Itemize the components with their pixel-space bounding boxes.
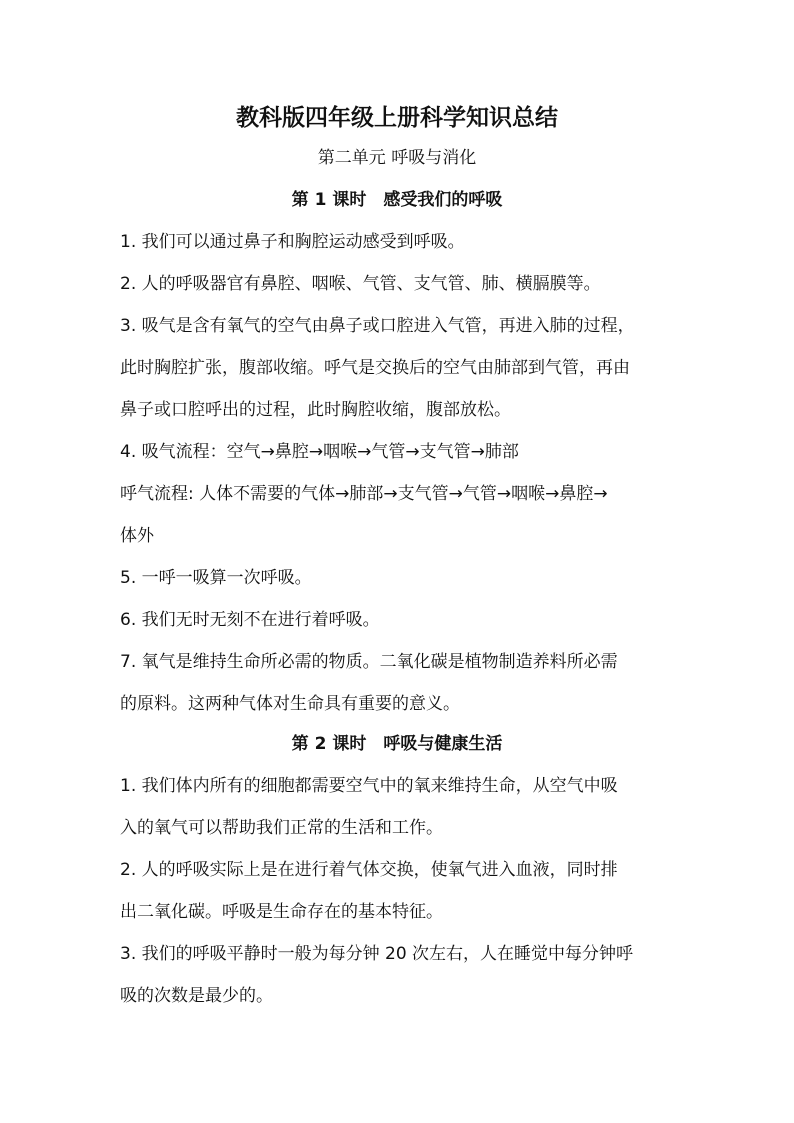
lesson-1-line: 呼气流程: 人体不需要的气体→肺部→支气管→气管→咽喉→鼻腔→ [120, 484, 608, 504]
lesson-2-line: 3. 我们的呼吸平静时一般为每分钟 20 次左右，人在睡觉中每分钟呼 [120, 944, 634, 964]
lesson-1-line: 体外 [120, 526, 154, 546]
lesson-1-line: 2. 人的呼吸器官有鼻腔、咽喉、气管、支气管、肺、横膈膜等。 [120, 274, 601, 294]
lesson-1-line: 鼻子或口腔呼出的过程，此时胸腔收缩，腹部放松。 [120, 400, 511, 420]
unit-title: 第二单元 呼吸与消化 [317, 148, 477, 168]
lesson-1-line: 7. 氧气是维持生命所必需的物质。二氧化碳是植物制造养料所必需 [120, 652, 618, 672]
lesson-2-line: 2. 人的呼吸实际上是在进行着气体交换，使氧气进入血液，同时排 [120, 860, 618, 880]
lesson-2-title: 第 2 课时 呼吸与健康生活 [291, 734, 503, 754]
lesson-1-line: 4. 吸气流程：空气→鼻腔→咽喉→气管→支气管→肺部 [120, 442, 519, 462]
lesson-1-line: 1. 我们可以通过鼻子和胸腔运动感受到呼吸。 [120, 232, 465, 252]
lesson-1-line: 5. 一呼一吸算一次呼吸。 [120, 568, 312, 588]
lesson-2-line: 1. 我们体内所有的细胞都需要空气中的氧来维持生命，从空气中吸 [120, 776, 618, 796]
lesson-1-line: 3. 吸气是含有氧气的空气由鼻子或口腔进入气管，再进入肺的过程， [120, 316, 635, 336]
lesson-1-line: 的原料。这两种气体对生命具有重要的意义。 [120, 694, 460, 714]
lesson-2-line: 出二氧化碳。呼吸是生命存在的基本特征。 [120, 902, 443, 922]
lesson-2-line: 入的氧气可以帮助我们正常的生活和工作。 [120, 818, 443, 838]
lesson-2-line: 吸的次数是最少的。 [120, 986, 273, 1006]
document-title: 教科版四年级上册科学知识总结 [236, 105, 558, 131]
lesson-1-line: 6. 我们无时无刻不在进行着呼吸。 [120, 610, 380, 630]
lesson-1-title: 第 1 课时 感受我们的呼吸 [291, 190, 503, 210]
lesson-1-line: 此时胸腔扩张，腹部收缩。呼气是交换后的空气由肺部到气管，再由 [120, 358, 630, 378]
